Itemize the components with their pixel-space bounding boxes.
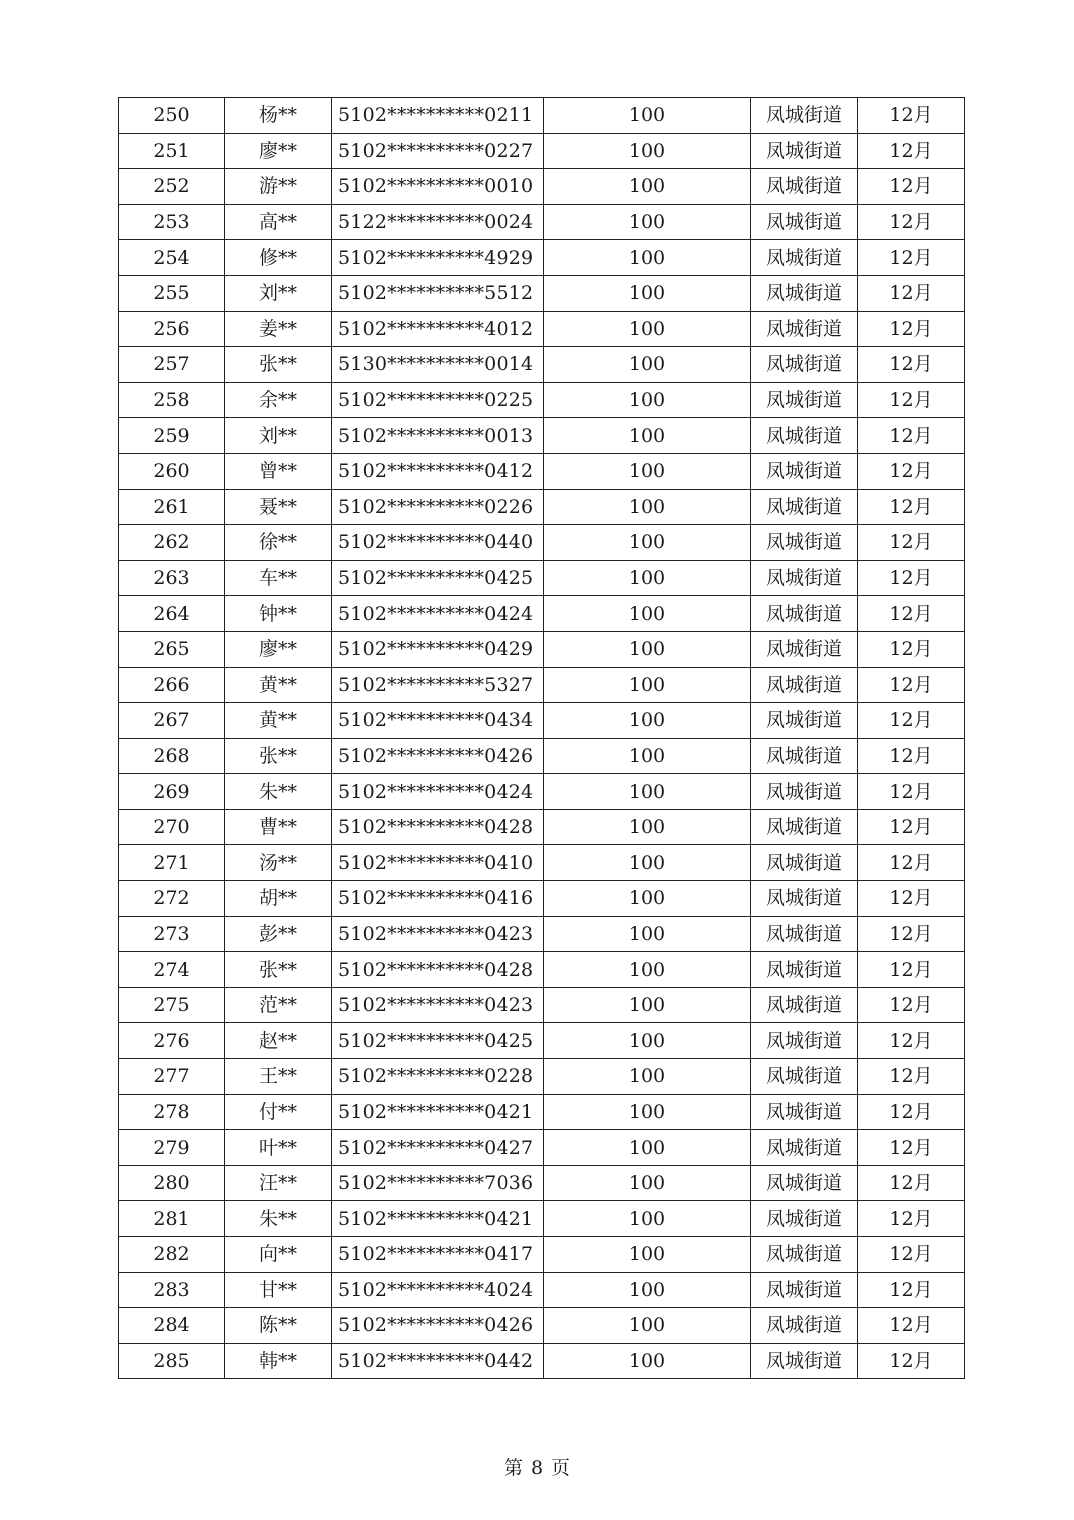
table-row <box>119 1094 965 1130</box>
table-row <box>119 952 965 988</box>
id-number-cell: 5102**********0410 <box>332 845 544 881</box>
month-cell: 12月 <box>858 1023 965 1059</box>
area-name-cell: 凤城街道 <box>751 418 858 454</box>
amount-cell: 100 <box>544 881 751 917</box>
id-number-cell: 5102**********4024 <box>332 1272 544 1308</box>
id-number-cell: 5102**********0421 <box>332 1201 544 1237</box>
person-name-cell: 姜** <box>225 311 332 347</box>
id-number-cell: 5102**********0426 <box>332 738 544 774</box>
area-name-cell: 凤城街道 <box>751 1059 858 1095</box>
id-number-cell: 5102**********0226 <box>332 489 544 525</box>
id-number-cell: 5102**********0428 <box>332 809 544 845</box>
table-row <box>119 596 965 632</box>
table-row <box>119 987 965 1023</box>
area-name-cell: 凤城街道 <box>751 382 858 418</box>
month-cell: 12月 <box>858 525 965 561</box>
row-number-cell: 251 <box>119 133 225 169</box>
amount-cell: 100 <box>544 347 751 383</box>
area-name-cell: 凤城街道 <box>751 98 858 134</box>
id-number-cell: 5102**********0228 <box>332 1059 544 1095</box>
id-number-cell: 5102**********0423 <box>332 916 544 952</box>
row-number-cell: 281 <box>119 1201 225 1237</box>
person-name-cell: 车** <box>225 560 332 596</box>
month-cell: 12月 <box>858 204 965 240</box>
row-number-cell: 278 <box>119 1094 225 1130</box>
person-name-cell: 范** <box>225 987 332 1023</box>
table-row <box>119 631 965 667</box>
month-cell: 12月 <box>858 418 965 454</box>
amount-cell: 100 <box>544 240 751 276</box>
person-name-cell: 刘** <box>225 275 332 311</box>
person-name-cell: 彭** <box>225 916 332 952</box>
id-number-cell: 5102**********0434 <box>332 703 544 739</box>
area-name-cell: 凤城街道 <box>751 1165 858 1201</box>
area-name-cell: 凤城街道 <box>751 1272 858 1308</box>
row-number-cell: 271 <box>119 845 225 881</box>
amount-cell: 100 <box>544 1237 751 1273</box>
id-number-cell: 5102**********0227 <box>332 133 544 169</box>
row-number-cell: 280 <box>119 1165 225 1201</box>
area-name-cell: 凤城街道 <box>751 916 858 952</box>
area-name-cell: 凤城街道 <box>751 703 858 739</box>
area-name-cell: 凤城街道 <box>751 204 858 240</box>
row-number-cell: 270 <box>119 809 225 845</box>
table-row <box>119 1023 965 1059</box>
row-number-cell: 261 <box>119 489 225 525</box>
person-name-cell: 朱** <box>225 774 332 810</box>
id-number-cell: 5102**********7036 <box>332 1165 544 1201</box>
row-number-cell: 269 <box>119 774 225 810</box>
amount-cell: 100 <box>544 1023 751 1059</box>
month-cell: 12月 <box>858 1130 965 1166</box>
amount-cell: 100 <box>544 382 751 418</box>
amount-cell: 100 <box>544 1272 751 1308</box>
area-name-cell: 凤城街道 <box>751 845 858 881</box>
area-name-cell: 凤城街道 <box>751 311 858 347</box>
person-name-cell: 甘** <box>225 1272 332 1308</box>
month-cell: 12月 <box>858 347 965 383</box>
row-number-cell: 255 <box>119 275 225 311</box>
row-number-cell: 272 <box>119 881 225 917</box>
amount-cell: 100 <box>544 311 751 347</box>
row-number-cell: 263 <box>119 560 225 596</box>
row-number-cell: 274 <box>119 952 225 988</box>
month-cell: 12月 <box>858 1201 965 1237</box>
person-name-cell: 游** <box>225 169 332 205</box>
person-name-cell: 赵** <box>225 1023 332 1059</box>
month-cell: 12月 <box>858 596 965 632</box>
area-name-cell: 凤城街道 <box>751 1094 858 1130</box>
table-row <box>119 240 965 276</box>
person-name-cell: 曹** <box>225 809 332 845</box>
person-name-cell: 叶** <box>225 1130 332 1166</box>
table-row <box>119 525 965 561</box>
row-number-cell: 277 <box>119 1059 225 1095</box>
amount-cell: 100 <box>544 275 751 311</box>
row-number-cell: 258 <box>119 382 225 418</box>
amount-cell: 100 <box>544 596 751 632</box>
page-number: 8 <box>530 1457 544 1479</box>
amount-cell: 100 <box>544 133 751 169</box>
row-number-cell: 275 <box>119 987 225 1023</box>
person-name-cell: 张** <box>225 952 332 988</box>
row-number-cell: 276 <box>119 1023 225 1059</box>
table-row <box>119 418 965 454</box>
amount-cell: 100 <box>544 845 751 881</box>
area-name-cell: 凤城街道 <box>751 133 858 169</box>
amount-cell: 100 <box>544 1130 751 1166</box>
amount-cell: 100 <box>544 560 751 596</box>
month-cell: 12月 <box>858 1165 965 1201</box>
month-cell: 12月 <box>858 738 965 774</box>
amount-cell: 100 <box>544 525 751 561</box>
amount-cell: 100 <box>544 987 751 1023</box>
amount-cell: 100 <box>544 1343 751 1379</box>
area-name-cell: 凤城街道 <box>751 1308 858 1344</box>
area-name-cell: 凤城街道 <box>751 489 858 525</box>
table-row <box>119 809 965 845</box>
page-footer-suffix: 页 <box>551 1457 571 1479</box>
id-number-cell: 5102**********0421 <box>332 1094 544 1130</box>
amount-cell: 100 <box>544 952 751 988</box>
id-number-cell: 5102**********0211 <box>332 98 544 134</box>
month-cell: 12月 <box>858 1237 965 1273</box>
table-row <box>119 667 965 703</box>
id-number-cell: 5102**********0440 <box>332 525 544 561</box>
amount-cell: 100 <box>544 204 751 240</box>
table-row <box>119 169 965 205</box>
month-cell: 12月 <box>858 311 965 347</box>
row-number-cell: 256 <box>119 311 225 347</box>
page-footer-prefix: 第 <box>503 1457 523 1479</box>
person-name-cell: 胡** <box>225 881 332 917</box>
id-number-cell: 5102**********5512 <box>332 275 544 311</box>
month-cell: 12月 <box>858 774 965 810</box>
month-cell: 12月 <box>858 1094 965 1130</box>
record-table <box>118 97 965 1379</box>
person-name-cell: 刘** <box>225 418 332 454</box>
person-name-cell: 钟** <box>225 596 332 632</box>
table-row <box>119 703 965 739</box>
id-number-cell: 5102**********0428 <box>332 952 544 988</box>
month-cell: 12月 <box>858 98 965 134</box>
person-name-cell: 廖** <box>225 631 332 667</box>
table-row <box>119 275 965 311</box>
row-number-cell: 262 <box>119 525 225 561</box>
row-number-cell: 279 <box>119 1130 225 1166</box>
table-row <box>119 1201 965 1237</box>
table-row <box>119 560 965 596</box>
id-number-cell: 5102**********0427 <box>332 1130 544 1166</box>
area-name-cell: 凤城街道 <box>751 952 858 988</box>
row-number-cell: 260 <box>119 453 225 489</box>
record-table-body <box>119 98 965 1379</box>
area-name-cell: 凤城街道 <box>751 881 858 917</box>
person-name-cell: 陈** <box>225 1308 332 1344</box>
month-cell: 12月 <box>858 382 965 418</box>
id-number-cell: 5122**********0024 <box>332 204 544 240</box>
table-row <box>119 204 965 240</box>
person-name-cell: 廖** <box>225 133 332 169</box>
person-name-cell: 向** <box>225 1237 332 1273</box>
table-row <box>119 1308 965 1344</box>
month-cell: 12月 <box>858 987 965 1023</box>
amount-cell: 100 <box>544 809 751 845</box>
row-number-cell: 264 <box>119 596 225 632</box>
id-number-cell: 5102**********0423 <box>332 987 544 1023</box>
month-cell: 12月 <box>858 881 965 917</box>
row-number-cell: 257 <box>119 347 225 383</box>
month-cell: 12月 <box>858 1272 965 1308</box>
table-row <box>119 1272 965 1308</box>
area-name-cell: 凤城街道 <box>751 738 858 774</box>
id-number-cell: 5102**********0425 <box>332 560 544 596</box>
row-number-cell: 259 <box>119 418 225 454</box>
person-name-cell: 朱** <box>225 1201 332 1237</box>
table-row <box>119 133 965 169</box>
row-number-cell: 273 <box>119 916 225 952</box>
person-name-cell: 杨** <box>225 98 332 134</box>
amount-cell: 100 <box>544 418 751 454</box>
table-row <box>119 1237 965 1273</box>
area-name-cell: 凤城街道 <box>751 596 858 632</box>
row-number-cell: 265 <box>119 631 225 667</box>
area-name-cell: 凤城街道 <box>751 809 858 845</box>
area-name-cell: 凤城街道 <box>751 1237 858 1273</box>
row-number-cell: 268 <box>119 738 225 774</box>
id-number-cell: 5102**********0424 <box>332 596 544 632</box>
month-cell: 12月 <box>858 489 965 525</box>
person-name-cell: 韩** <box>225 1343 332 1379</box>
id-number-cell: 5102**********0225 <box>332 382 544 418</box>
area-name-cell: 凤城街道 <box>751 774 858 810</box>
id-number-cell: 5102**********0426 <box>332 1308 544 1344</box>
id-number-cell: 5102**********0013 <box>332 418 544 454</box>
id-number-cell: 5102**********0424 <box>332 774 544 810</box>
area-name-cell: 凤城街道 <box>751 1130 858 1166</box>
id-number-cell: 5102**********4012 <box>332 311 544 347</box>
row-number-cell: 266 <box>119 667 225 703</box>
row-number-cell: 267 <box>119 703 225 739</box>
area-name-cell: 凤城街道 <box>751 169 858 205</box>
month-cell: 12月 <box>858 916 965 952</box>
amount-cell: 100 <box>544 703 751 739</box>
amount-cell: 100 <box>544 631 751 667</box>
row-number-cell: 253 <box>119 204 225 240</box>
area-name-cell: 凤城街道 <box>751 275 858 311</box>
month-cell: 12月 <box>858 703 965 739</box>
table-row <box>119 774 965 810</box>
row-number-cell: 254 <box>119 240 225 276</box>
person-name-cell: 余** <box>225 382 332 418</box>
month-cell: 12月 <box>858 453 965 489</box>
table-row <box>119 845 965 881</box>
person-name-cell: 聂** <box>225 489 332 525</box>
amount-cell: 100 <box>544 774 751 810</box>
table-row <box>119 1343 965 1379</box>
person-name-cell: 王** <box>225 1059 332 1095</box>
area-name-cell: 凤城街道 <box>751 560 858 596</box>
table-row <box>119 916 965 952</box>
month-cell: 12月 <box>858 845 965 881</box>
table-row <box>119 1165 965 1201</box>
amount-cell: 100 <box>544 98 751 134</box>
table-row <box>119 311 965 347</box>
area-name-cell: 凤城街道 <box>751 1343 858 1379</box>
month-cell: 12月 <box>858 1059 965 1095</box>
amount-cell: 100 <box>544 453 751 489</box>
person-name-cell: 汤** <box>225 845 332 881</box>
amount-cell: 100 <box>544 667 751 703</box>
row-number-cell: 252 <box>119 169 225 205</box>
month-cell: 12月 <box>858 240 965 276</box>
row-number-cell: 284 <box>119 1308 225 1344</box>
month-cell: 12月 <box>858 275 965 311</box>
amount-cell: 100 <box>544 169 751 205</box>
area-name-cell: 凤城街道 <box>751 631 858 667</box>
table-row <box>119 738 965 774</box>
person-name-cell: 黄** <box>225 667 332 703</box>
person-name-cell: 付** <box>225 1094 332 1130</box>
row-number-cell: 282 <box>119 1237 225 1273</box>
row-number-cell: 250 <box>119 98 225 134</box>
id-number-cell: 5102**********4929 <box>332 240 544 276</box>
id-number-cell: 5102**********0416 <box>332 881 544 917</box>
person-name-cell: 修** <box>225 240 332 276</box>
area-name-cell: 凤城街道 <box>751 453 858 489</box>
amount-cell: 100 <box>544 1094 751 1130</box>
area-name-cell: 凤城街道 <box>751 667 858 703</box>
amount-cell: 100 <box>544 1165 751 1201</box>
amount-cell: 100 <box>544 1059 751 1095</box>
month-cell: 12月 <box>858 560 965 596</box>
month-cell: 12月 <box>858 631 965 667</box>
id-number-cell: 5102**********0412 <box>332 453 544 489</box>
id-number-cell: 5102**********0417 <box>332 1237 544 1273</box>
person-name-cell: 曾** <box>225 453 332 489</box>
page-footer <box>0 1455 1074 1481</box>
table-row <box>119 489 965 525</box>
person-name-cell: 黄** <box>225 703 332 739</box>
person-name-cell: 张** <box>225 738 332 774</box>
table-row <box>119 453 965 489</box>
area-name-cell: 凤城街道 <box>751 987 858 1023</box>
id-number-cell: 5102**********0429 <box>332 631 544 667</box>
table-row <box>119 1059 965 1095</box>
month-cell: 12月 <box>858 952 965 988</box>
table-row <box>119 382 965 418</box>
row-number-cell: 285 <box>119 1343 225 1379</box>
month-cell: 12月 <box>858 667 965 703</box>
month-cell: 12月 <box>858 1308 965 1344</box>
person-name-cell: 高** <box>225 204 332 240</box>
amount-cell: 100 <box>544 1308 751 1344</box>
person-name-cell: 张** <box>225 347 332 383</box>
area-name-cell: 凤城街道 <box>751 525 858 561</box>
person-name-cell: 汪** <box>225 1165 332 1201</box>
table-row <box>119 1130 965 1166</box>
id-number-cell: 5130**********0014 <box>332 347 544 383</box>
table-row <box>119 98 965 134</box>
amount-cell: 100 <box>544 489 751 525</box>
id-number-cell: 5102**********0425 <box>332 1023 544 1059</box>
month-cell: 12月 <box>858 133 965 169</box>
amount-cell: 100 <box>544 738 751 774</box>
id-number-cell: 5102**********0010 <box>332 169 544 205</box>
amount-cell: 100 <box>544 916 751 952</box>
month-cell: 12月 <box>858 1343 965 1379</box>
area-name-cell: 凤城街道 <box>751 347 858 383</box>
row-number-cell: 283 <box>119 1272 225 1308</box>
id-number-cell: 5102**********5327 <box>332 667 544 703</box>
table-row <box>119 881 965 917</box>
month-cell: 12月 <box>858 169 965 205</box>
table-row <box>119 347 965 383</box>
month-cell: 12月 <box>858 809 965 845</box>
area-name-cell: 凤城街道 <box>751 1201 858 1237</box>
area-name-cell: 凤城街道 <box>751 1023 858 1059</box>
area-name-cell: 凤城街道 <box>751 240 858 276</box>
person-name-cell: 徐** <box>225 525 332 561</box>
amount-cell: 100 <box>544 1201 751 1237</box>
id-number-cell: 5102**********0442 <box>332 1343 544 1379</box>
